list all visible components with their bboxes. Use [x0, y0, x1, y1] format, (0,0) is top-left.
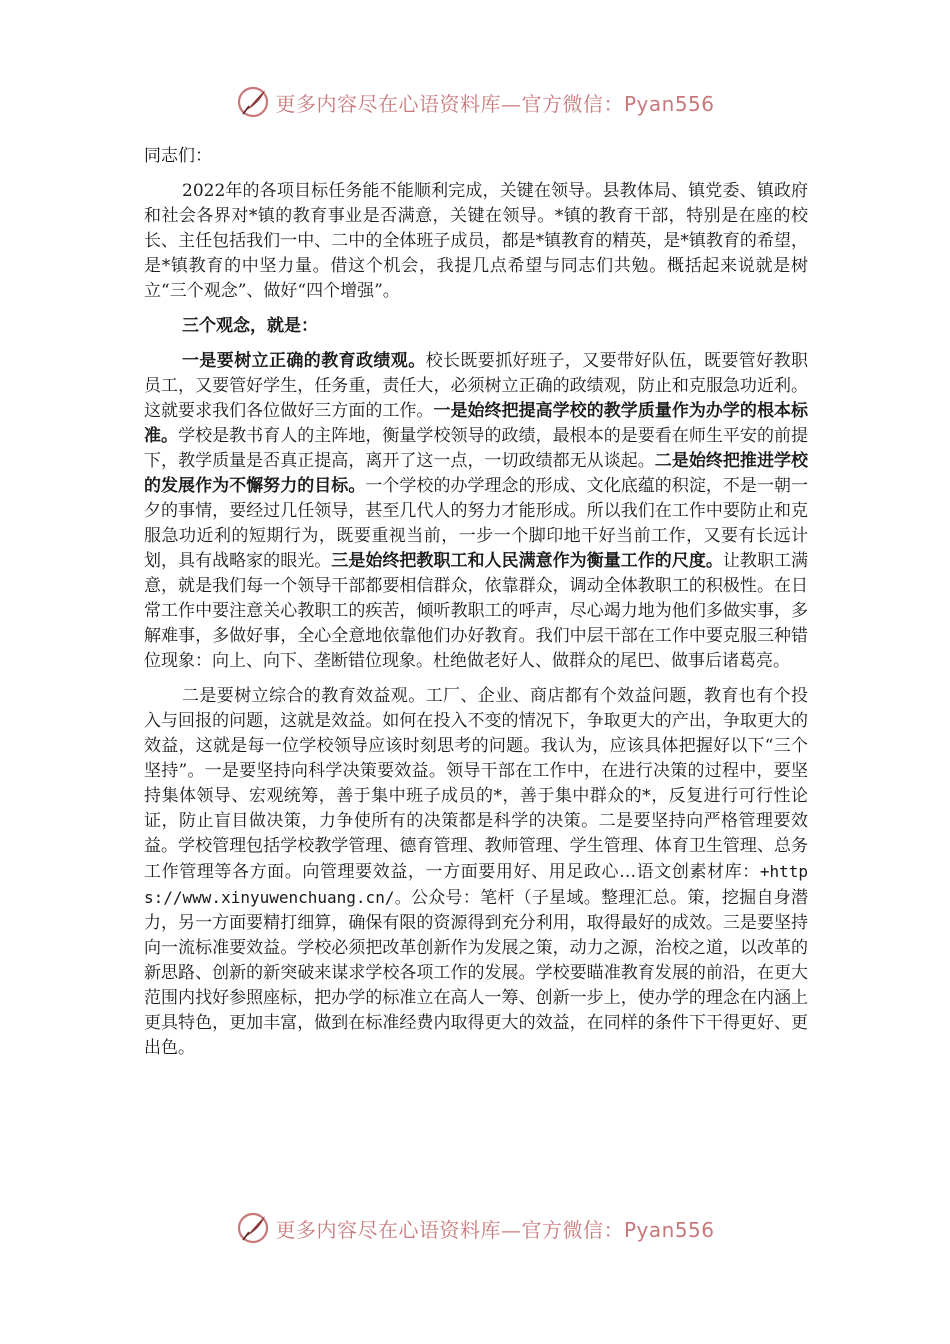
- wechat-id: Pyan556: [623, 91, 715, 116]
- header-watermark-banner: [0, 80, 950, 124]
- section1-point3: 三是始终把教职工和人民满意作为衡量工作的尺度。: [331, 551, 723, 571]
- quill-pen-logo-icon: [235, 1210, 271, 1246]
- wechat-id: Pyan556: [623, 1217, 715, 1242]
- watermark-text: 更多内容尽在心语资料库—官方微信：Pyan556: [275, 1217, 715, 1242]
- section1-paragraph: 一是要树立正确的教育政绩观。校长既要抓好班子，又要带好队伍，既要管好教职员工，又要管好学生，任务重，责任大，必须树立正确的政绩观，防止和克服急功近利。这就要求我们各位做好三方面的工作。一是始终把提高学校的教学质量作为办学的根本标准。学校是教书育人的主阵地，衡量学校领导的政绩，最根本的是要看在师生平安的前提下，教学质量是否真正提高，离开了这一点，一切政绩都无从谈起。二是始终把推进学校的发展作为不懈努力的目标。一个学校的办学理念的形成、文化底蕴的积淀，不是一朝一夕的事情，要经过几任领导，甚至几代人的努力才能形成。所以我们在工作中要防止和克服急功近利的短期行为，既要重视当前，一步一个脚印地干好当前工作，又要有长远计划，具有战略家的眼光。三是始终把教职工和人民满意作为衡量工作的尺度。让教职工满意，就是我们每一个领导干部都要相信群众，依靠群众，调动全体教职工的积极性。在日常工作中要注意关心教职工的疾苦，倾听教职工的呼声，尽心竭力地为他们多做实事，多解难事，多做好事，全心全意地依靠他们办好教育。我们中层干部在工作中要克服三种错位现象：向上、向下、垄断错位现象。杜绝做老好人、做群众的尾巴、做事后诸葛亮。: [144, 351, 809, 671]
- intro-paragraph: 2022年的各项目标任务能不能顺利完成，关键在领导。县教体局、镇党委、镇政府和社会各界对*镇的教育事业是否满意，关键在领导。*镇的教育干部，特别是在座的校长、主任包括我们一中、二中的全体班子成员，都是*镇教育的精英，是*镇教育的希望，是*镇教育的中坚力量。借这个机会，我提几点希望与同志们共勉。概括起来说就是树立“三个观念”、做好“四个增强”。: [144, 181, 808, 301]
- section2-paragraph: 二是要树立综合的教育效益观。工厂、企业、商店都有个效益问题，教育也有个投入与回报的问题，这就是效益。如何在投入不变的情况下，争取更大的产出，争取更大的效益，这就是每一位学校领导应该时刻思考的问题。我认为，应该具体把握好以下“三个坚持”。一是要坚持向科学决策要效益。领导干部在工作中，在进行决策的过程中，要坚持集体领导、宏观统筹，善于集中班子成员的*，善于集中群众的*，反复进行可行性论证，防止盲目做决策，力争使所有的决策都是科学的决策。二是要坚持向严格管理要效益。学校管理包括学校教学管理、德育管理、教师管理、学生管理、体育卫生管理、总务工作管理等各方面。向管理要效益，一方面要用好、用足政心…语文创素材库：+https://www.xinyuwenchuang.cn/。公众号：笔杆（子星域。整理汇总。策，挖掘自身潜力，另一方面要精打细算，确保有限的资源得到充分利用，取得最好的成效。三是要坚持向一流标准要效益。学校必须把改革创新作为发展之策，动力之源，治校之道，以改革的新思路、创新的新突破来谋求学校各项工作的发展。学校要瞄准教育发展的前沿，在更大范围内找好参照座标，把办学的标准立在高人一筹、创新一步上，使办学的理念在内涵上更具特色，更加丰富，做到在标准经费内取得更大的效益，在同样的条件下干得更好、更出色。: [144, 686, 808, 1058]
- salutation: 同志们：: [144, 146, 212, 166]
- document-body: [144, 144, 808, 1061]
- section-heading: 三个观念，就是：: [182, 316, 318, 336]
- section1-point1: 一是始终把提高学校的教学质量作为办学的根本标准。: [144, 401, 809, 446]
- watermark-text: 更多内容尽在心语资料库—官方微信：Pyan556: [275, 91, 715, 116]
- section1-point2: 二是始终把推进学校的发展作为不懈努力的目标。: [144, 451, 809, 496]
- section1-title: 一是要树立正确的教育政绩观。: [182, 351, 426, 371]
- footer-watermark-banner: [0, 1206, 950, 1250]
- website-url: +https://www.xinyuwenchuang.cn/。: [144, 862, 808, 907]
- quill-pen-logo-icon: [235, 84, 271, 120]
